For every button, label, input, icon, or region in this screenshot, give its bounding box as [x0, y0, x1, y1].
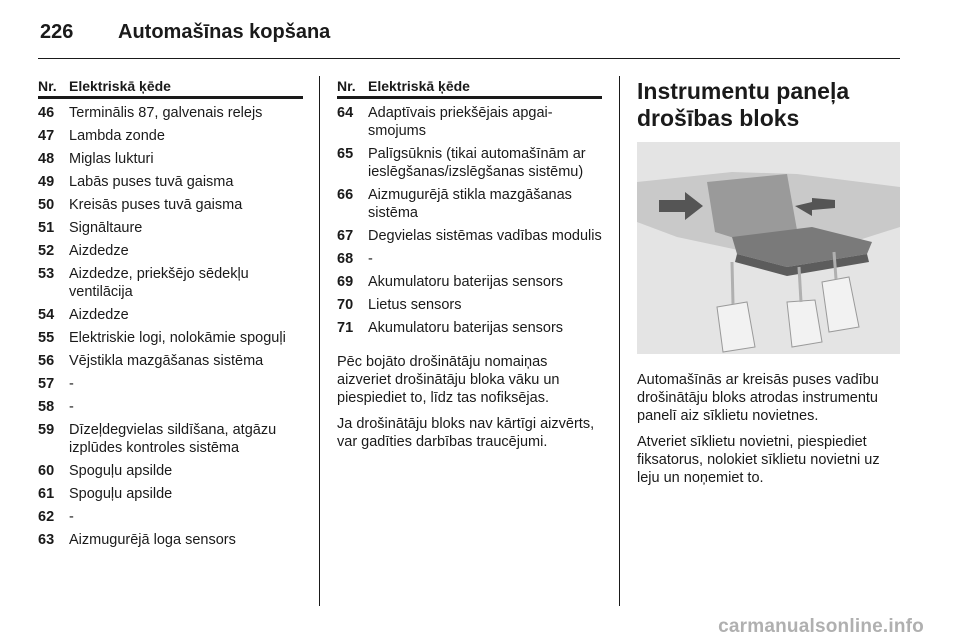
table-row	[38, 531, 303, 549]
circuit-description: -	[69, 376, 74, 392]
table-header	[337, 78, 602, 99]
circuit-description: Elektriskie logi, nolokāmie spoguļi	[69, 330, 286, 346]
table-row	[38, 127, 303, 145]
table-row	[337, 145, 602, 181]
fuse-number: 55	[38, 330, 55, 346]
page-header	[38, 18, 900, 59]
column-divider	[619, 76, 620, 606]
circuit-description: Miglas lukturi	[69, 151, 154, 167]
column-divider	[319, 76, 320, 606]
fuse-number: 48	[38, 151, 55, 167]
table-row	[38, 219, 303, 237]
fuse-table-column-1	[38, 78, 303, 549]
section-heading: Instrumentu paneļa drošības bloks	[637, 78, 850, 131]
circuit-description: Lietus sensors	[368, 297, 462, 313]
fuse-number: 47	[38, 128, 55, 144]
fuse-number: 62	[38, 509, 55, 525]
table-row	[337, 250, 602, 268]
table-row	[337, 186, 602, 222]
table-row	[38, 173, 303, 191]
table-row	[337, 227, 602, 245]
paragraph: Ja drošinātāju bloks nav kārtīgi aizvērts, var gadīties darbības traucējumi.	[337, 416, 595, 450]
circuit-description: Aizdedze, priekšējo sēdekļu ventilācija	[69, 266, 249, 300]
table-row	[38, 352, 303, 370]
table-row	[337, 104, 602, 140]
circuit-description: Terminālis 87, galvenais relejs	[69, 105, 263, 121]
circuit-description: Adaptīvais priekšējais apgai-smojums	[368, 105, 553, 139]
fuse-number: 50	[38, 197, 55, 213]
table-row	[38, 242, 303, 260]
fuse-number: 46	[38, 105, 55, 121]
fuse-number: 69	[337, 274, 354, 290]
circuit-description: Vējstikla mazgāšanas sistēma	[69, 353, 264, 369]
circuit-description: Spoguļu apsilde	[69, 463, 173, 479]
circuit-description: Palīgsūknis (tikai automašīnām ar ieslēgšanas/izslēgšanas sistēmu)	[368, 146, 586, 180]
circuit-description: Akumulatoru baterijas sensors	[368, 320, 564, 336]
page-title: Automašīnas kopšana	[118, 21, 331, 43]
circuit-description: -	[69, 399, 74, 415]
paragraph: Pēc bojāto drošinātāju nomaiņas aizveriet drošinātāju bloka vāku un piespiediet to, līdz tas nofiksējas.	[337, 354, 560, 406]
circuit-description: Labās puses tuvā gaisma	[69, 174, 234, 190]
table-header	[38, 78, 303, 99]
circuit-description: Dīzeļdegvielas sildīšana, atgāzu izplūdes kontroles sistēma	[69, 422, 277, 456]
table-row	[38, 150, 303, 168]
circuit-description: Spoguļu apsilde	[69, 486, 173, 502]
circuit-description: Aizmugurējā loga sensors	[69, 532, 236, 548]
table-row	[38, 265, 303, 301]
circuit-description: -	[69, 509, 74, 525]
fuse-number: 53	[38, 266, 55, 282]
table-row	[38, 508, 303, 526]
watermark: carmanualsonline.info	[718, 616, 924, 637]
fuse-number: 49	[38, 174, 55, 190]
paragraph: Automašīnās ar kreisās puses vadību drošinātāju bloks atrodas instrumentu panelī aiz sīklietu novietnes.	[637, 372, 879, 424]
table-row	[38, 196, 303, 214]
page-number: 226	[40, 21, 74, 43]
circuit-description: Degvielas sistēmas vadības modulis	[368, 228, 602, 244]
fuse-number: 51	[38, 220, 55, 236]
instrument-panel-section	[637, 78, 902, 495]
table-row	[337, 273, 602, 291]
fuse-box-illustration	[637, 142, 900, 354]
table-row	[38, 306, 303, 324]
fuse-table-column-2	[337, 78, 602, 459]
header-circuit: Elektriskā ķēde	[368, 78, 470, 94]
header-circuit: Elektriskā ķēde	[69, 78, 171, 94]
header-nr: Nr.	[337, 78, 356, 94]
fuse-number: 60	[38, 463, 55, 479]
table-row	[38, 329, 303, 347]
fuse-number: 57	[38, 376, 55, 392]
circuit-description: Kreisās puses tuvā gaisma	[69, 197, 243, 213]
circuit-description: -	[368, 251, 373, 267]
table-row	[38, 398, 303, 416]
fuse-number: 68	[337, 251, 354, 267]
table-row	[337, 296, 602, 314]
fuse-number: 67	[337, 228, 354, 244]
fuse-number: 52	[38, 243, 55, 259]
fuse-number: 59	[38, 422, 55, 438]
fuse-number: 63	[38, 532, 55, 548]
circuit-description: Lambda zonde	[69, 128, 165, 144]
table-row	[337, 319, 602, 337]
fuse-number: 65	[337, 146, 354, 162]
paragraph: Atveriet sīklietu novietni, piespiediet fiksatorus, nolokiet sīklietu novietni uz leju un noņemiet to.	[637, 434, 880, 486]
fuse-number: 56	[38, 353, 55, 369]
fuse-number: 61	[38, 486, 55, 502]
fuse-rows	[337, 104, 602, 337]
fuse-number: 54	[38, 307, 55, 323]
circuit-description: Akumulatoru baterijas sensors	[368, 274, 564, 290]
circuit-description: Aizdedze	[69, 307, 129, 323]
fuse-number: 71	[337, 320, 354, 336]
table-row	[38, 462, 303, 480]
fuse-number: 64	[337, 105, 354, 121]
circuit-description: Signāltaure	[69, 220, 143, 236]
circuit-description: Aizmugurējā stikla mazgāšanas sistēma	[368, 187, 572, 221]
circuit-description: Aizdedze	[69, 243, 129, 259]
fuse-rows	[38, 104, 303, 549]
header-nr: Nr.	[38, 78, 57, 94]
table-row	[38, 421, 303, 457]
table-row	[38, 375, 303, 393]
fuse-number: 66	[337, 187, 354, 203]
table-row	[38, 485, 303, 503]
fuse-number: 58	[38, 399, 55, 415]
fuse-number: 70	[337, 297, 354, 313]
table-row	[38, 104, 303, 122]
